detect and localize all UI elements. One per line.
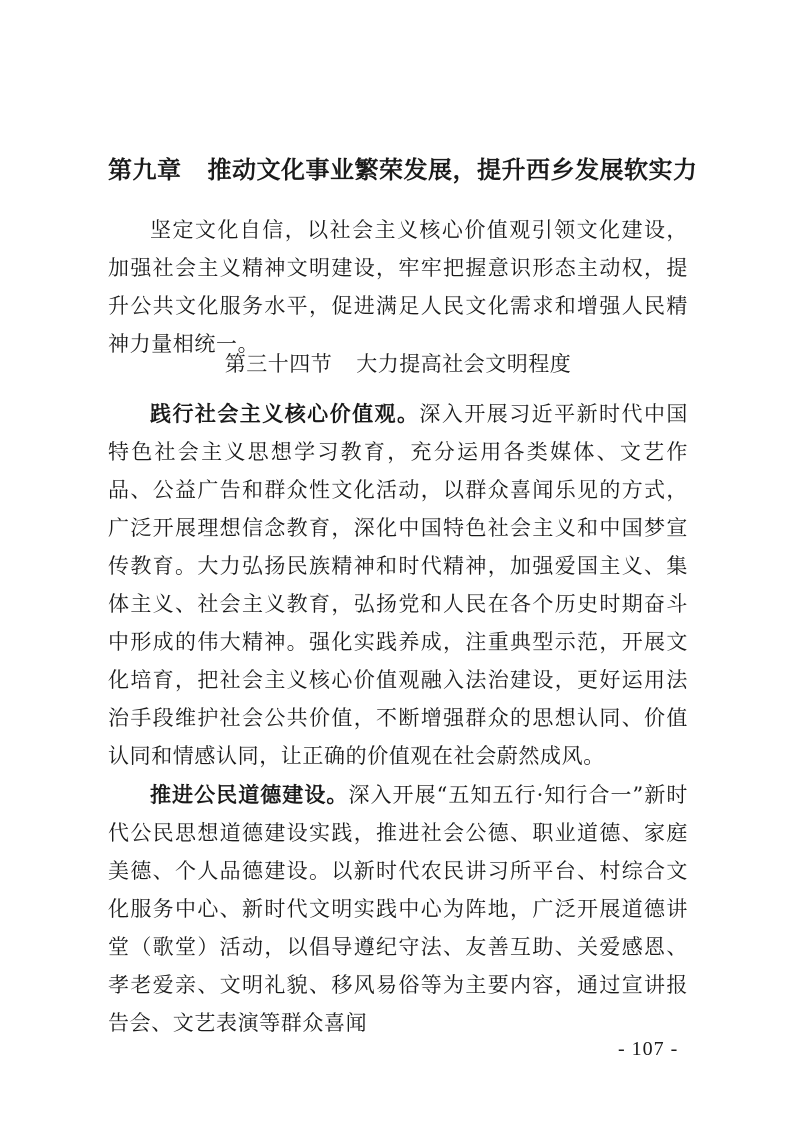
paragraph-text: 深入开展“五知五行·知行合一”新时代公民思想道德建设实践，推进社会公德、职业道德、家庭美德、个人品德建设。以新时代农民讲习所平台、村综合文化服务中心、新时代文明实践中心为阵地，广泛开展道德讲堂（歌堂）活动，以倡导遵纪守法、友善互助、关爱感恩、孝老爱亲、文明礼貌、移风易俗等为主要内容，通过宣讲报告会、文艺表演等群众喜闻 [108,783,688,1035]
chapter-title-text: 推动文化事业繁荣发展，提升西乡发展软实力 [207,156,698,184]
intro-paragraph: 坚定文化自信，以社会主义核心价值观引领文化建设，加强社会主义精神文明建设，牢牢把握意识形态主动权，提升公共文化服务水平，促进满足人民文化需求和增强人民精神力量相统一。 [108,218,688,356]
chapter-intro [108,211,688,363]
chapter-number: 第九章 [108,156,182,184]
section-heading [108,345,688,383]
section-title-text: 大力提高社会文明程度 [356,352,572,376]
paragraph-lead: 推进公民道德建设。 [150,783,349,807]
body-paragraph-2 [108,776,688,1042]
body-paragraph-1 [108,395,688,775]
page-number: - 107 - [618,1038,679,1060]
chapter-heading [108,152,708,188]
paragraph-lead: 践行社会主义核心价值观。 [150,402,420,426]
paragraph-text: 深入开展习近平新时代中国特色社会主义思想学习教育，充分运用各类媒体、文艺作品、公益广告和群众性文化活动，以群众喜闻乐见的方式，广泛开展理想信念教育，深化中国特色社会主义和中国梦宣传教育。大力弘扬民族精神和时代精神，加强爱国主义、集体主义、社会主义教育，弘扬党和人民在各个历史时期奋斗中形成的伟大精神。强化实践养成，注重典型示范，开展文化培育，把社会主义核心价值观融入法治建设，更好运用法治手段维护社会公共价值，不断增强群众的思想认同、价值认同和情感认同，让正确的价值观在社会蔚然成风。 [108,402,688,768]
section-number: 第三十四节 [224,352,333,376]
